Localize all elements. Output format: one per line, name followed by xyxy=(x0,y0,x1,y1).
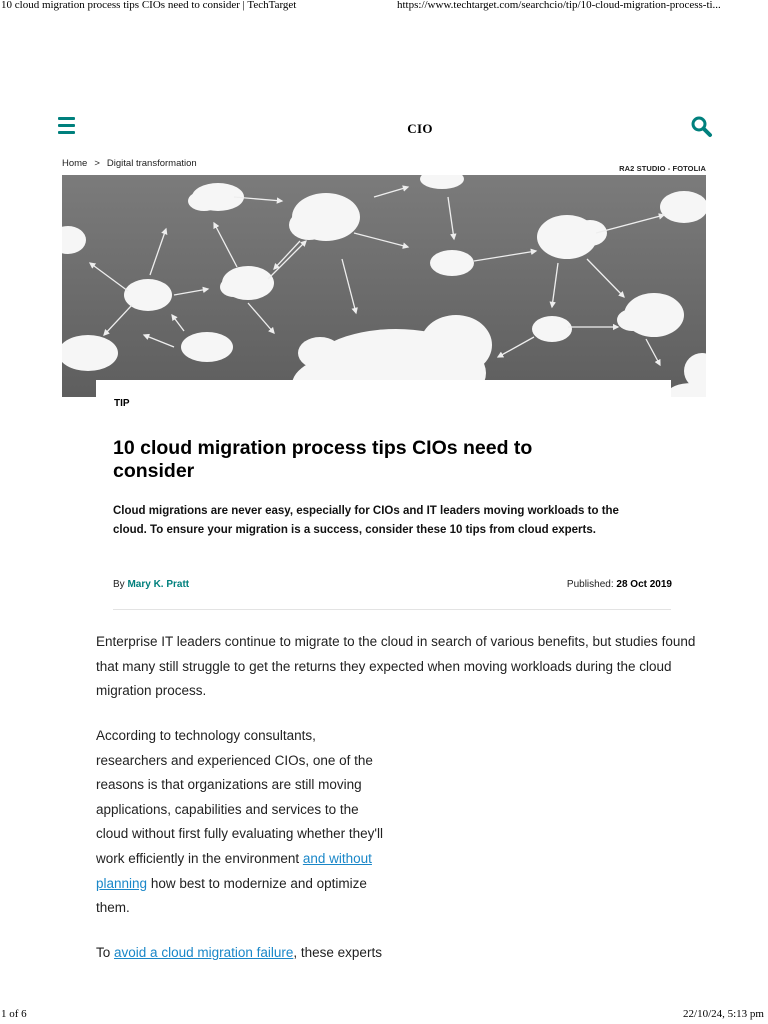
published-date-value: 28 Oct 2019 xyxy=(616,579,672,590)
paragraph-text: how best to modernize and optimize them. xyxy=(96,875,367,916)
article-type-label: TIP xyxy=(114,398,130,409)
body-paragraph-3 xyxy=(96,941,496,966)
paragraph-text: , these experts xyxy=(293,945,382,960)
byline xyxy=(113,579,189,590)
author-link[interactable]: Mary K. Pratt xyxy=(127,579,190,590)
breadcrumb-home[interactable]: Home xyxy=(62,158,88,169)
hamburger-menu-icon[interactable] xyxy=(58,116,76,134)
paragraph-text: According to technology consultants, researchers and experienced CIOs, one of the reasons is that organizations are still moving applications, capabilities and services to the cloud without first fully evaluating whether they'll work efficiently in the environment xyxy=(96,728,383,866)
breadcrumb-section[interactable]: Digital transformation xyxy=(106,158,197,169)
site-logo[interactable]: CIO xyxy=(407,121,433,136)
image-credit: RA2 STUDIO - FOTOLIA xyxy=(619,164,706,173)
divider xyxy=(113,609,671,610)
article-summary: Cloud migrations are never easy, especially for CIOs and IT leaders moving workloads to the cloud. To ensure your migration is a success, consider these 10 tips from cloud experts. xyxy=(113,505,619,536)
print-footer-page: 1 of 6 xyxy=(1,1008,27,1020)
published-label: Published: xyxy=(566,579,614,590)
body-paragraph-1: Enterprise IT leaders continue to migrate to the cloud in search of various benefits, but studies found that many still struggle to get the returns they expected when moving workloads during the cloud migration process. xyxy=(96,634,696,699)
breadcrumb-separator: > xyxy=(94,158,100,169)
article-title: 10 cloud migration process tips CIOs need to consider xyxy=(113,437,533,482)
migration-failure-link[interactable]: avoid a cloud migration failure xyxy=(114,945,294,960)
planning-link[interactable]: and without planning xyxy=(96,850,372,891)
hero-image xyxy=(62,175,706,397)
paragraph-text: To xyxy=(96,945,111,960)
print-footer-datetime: 22/10/24, 5:13 pm xyxy=(683,1008,764,1020)
breadcrumb xyxy=(62,158,197,169)
byline-prefix: By xyxy=(113,579,125,590)
article-header-card xyxy=(96,380,671,610)
body-paragraph-2 xyxy=(96,724,386,921)
search-icon[interactable] xyxy=(690,115,714,139)
print-header-title: 10 cloud migration process tips CIOs need to consider | TechTarget xyxy=(1,0,297,11)
print-header-url: https://www.techtarget.com/searchcio/tip/10-cloud-migration-process-ti... xyxy=(397,0,721,11)
published-date xyxy=(567,579,672,590)
